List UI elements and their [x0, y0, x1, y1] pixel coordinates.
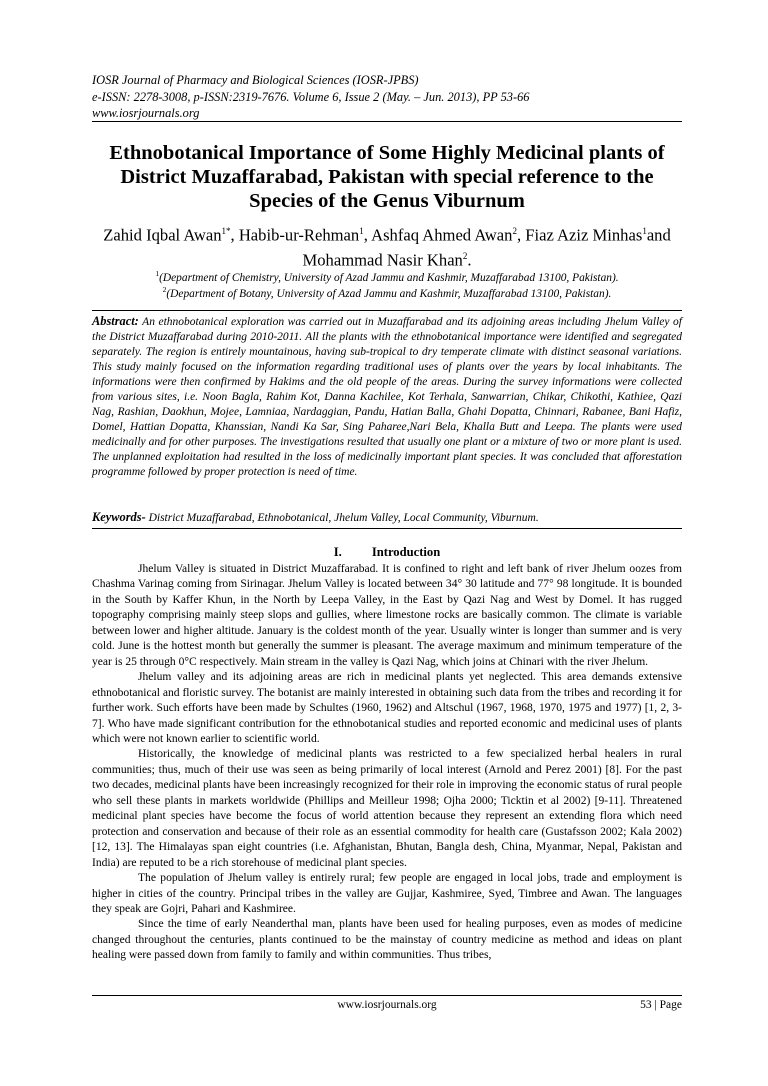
- section-number: I.: [333, 545, 342, 559]
- body-paragraph: The population of Jhelum valley is entirely rural; few people are engaged in local jobs, trade and employment is higher in cities of the country. Principal tribes in the valley are Gujjar, Kashmiree, Syed, Timbree and Awan. The languages they speak are Gojri, Pahari and Kashmiree.: [92, 872, 682, 915]
- author-affiliation-mark: 2: [512, 226, 517, 236]
- affiliation-text: (Department of Chemistry, University of Azad Jammu and Kashmir, Muzaffarabad 13100, Pakistan).: [159, 271, 619, 284]
- affiliation-mark: 2: [162, 285, 167, 294]
- keywords-text: District Muzaffarabad, Ethnobotanical, Jhelum Valley, Local Community, Viburnum.: [148, 512, 539, 524]
- author-name: , Habib-ur-Rehman: [230, 225, 360, 245]
- journal-name: IOSR Journal of Pharmacy and Biological Sciences (IOSR-JPBS): [92, 73, 419, 87]
- author-name: Zahid Iqbal Awan: [103, 225, 222, 245]
- paper-title: Ethnobotanical Importance of Some Highly Medicinal plants of District Muzaffarabad, Pakistan with special reference to the Species of the Genus Viburnum: [109, 142, 665, 212]
- keywords: [92, 510, 682, 526]
- section-title: Introduction: [371, 545, 441, 559]
- author-list: [92, 221, 682, 270]
- body-paragraph: Since the time of early Neanderthal man, plants have been used for healing purposes, even as modes of medicine changed throughout the centuries, plants continued to be the mainstay of country medicine as method and ideas on plant healing were passed down from family to family and within communities. Thus tribes,: [92, 918, 682, 962]
- author-list-end: .: [467, 250, 472, 270]
- abstract-divider-bottom: [92, 528, 682, 529]
- journal-website: www.iosrjournals.org: [92, 106, 200, 120]
- affiliation-text: (Department of Botany, University of Azad Jammu and Kashmir, Muzaffarabad 13100, Pakistan).: [166, 287, 612, 300]
- body-paragraph: Jhelum Valley is situated in District Muzaffarabad. It is confined to right and left bank of river Jhelum oozes from Chashma Varinag coming from Sirinagar. Jhelum Valley is located between 34° 30 latitude and 77° 98 longitude. It is bounded in the South by Kaffer Khun, in the North by Leepa Valley, in the East by Qazi Nag and West by Domel. It has rugged topography comprising mainly steep slops and gullies, where limestone rocks are basically common. The climate is variable between lower and higher altitude. January is the coldest month of the year. Usually winter is longer than summer and is very cold. June is the hottest month but generally the summer is pleasant. The average maximum and minimum temperature of the year is 25 through 0°C respectively. Main stream in the valley is Qazi Nag, which joins at Chinari with the river Jhelum.: [92, 563, 682, 668]
- author-name: , Fiaz Aziz Minhas: [516, 225, 643, 245]
- abstract-text: An ethnobotanical exploration was carried out in Muzaffarabad and its adjoining areas including Jhelum Valley of the District Muzaffarabad during 2010-2011. All the plants with the ethnobotanical importance were identified and segregated separately. The region is entirely mountainous, having sub-tropical to dry temperate climate with distinct seasonal variations. This study mainly focused on the information regarding traditional uses of plants over the years by local inhabitants. The informations were then confirmed by Hakims and the old people of the areas. During the survey informations were collected from various sites, i.e. Noon Bagla, Rahim Kot, Danna Kachilee, Kot Terhala, Sanwarrian, Chikar, Chikothi, Kathiee, Qazi Nag, Rashian, Daokhun, Mojee, Lamniaa, Nardaggian, Pandu, Hatian Balla, Ghahi Dopatta, Chinnari, Rabanee, Bani Hafiz, Domel, Hattian Dopatta, Khanssian, Nandi Ka Sar, Sing Paharee,Nari Bela, Khalla Butt and Leepa. The plants were used medicinally and for other purposes. The investigations resulted that usually one plant or a mixture of two or more plant is used. The unplanned exploitation had resulted in the loss of medicinally important plant species. It was concluded that afforestation programme followed by proper protection is need of time.: [92, 316, 682, 479]
- author-affiliation-mark: 1: [642, 226, 647, 236]
- author-name: , Ashfaq Ahmed Awan: [363, 225, 513, 245]
- page-number: 53 | Page: [640, 999, 682, 1011]
- body-text: [92, 562, 682, 964]
- author-affiliation-mark: 1*: [221, 226, 231, 236]
- author-name: and Mohammad Nasir Khan: [302, 225, 671, 270]
- author-affiliation-mark: 2: [462, 250, 468, 261]
- affiliation-mark: 1: [155, 269, 160, 278]
- journal-issn: e-ISSN: 2278-3008, p-ISSN:2319-7676. Volume 6, Issue 2 (May. – Jun. 2013), PP 53-66: [92, 89, 530, 104]
- section-heading: [92, 545, 682, 560]
- header-divider: [92, 121, 682, 122]
- abstract-label: Abstract:: [92, 314, 139, 328]
- affiliation-botany: [92, 283, 682, 301]
- body-paragraph: Historically, the knowledge of medicinal plants was restricted to a few specialized herbal healers in rural communities; thus, much of their use was seen as being primarily of local interest (Arnold and Perez 2001) [8]. For the past two decades, medicinal plants have been increasingly recognized for their role in improving the economic status of rural people who sell these plants in markets worldwide (Phillips and Meilleur 1998; Ojha 2000; Ticktin et al 2002) [9-11]. Threatened medicinal plant species have become the focus of world attention because they represent an extending flora which need protection and conservation and because of their role as an essential commodity for health care (Gustafsson 2002; Kala 2002) [12, 13]. The Himalayas span eight countries (i.e. Afghanistan, Bhutan, Bangla desh, China, Myanmar, Nepal, Pakistan and India) are reputed to be a rich storehouse of medicinal plant species.: [92, 748, 682, 869]
- footer-url: www.iosrjournals.org: [337, 999, 437, 1011]
- abstract-divider-top: [92, 310, 682, 311]
- author-affiliation-mark: 1: [359, 226, 364, 236]
- journal-header: [92, 72, 682, 122]
- abstract: [92, 314, 682, 481]
- footer-divider: [92, 995, 682, 996]
- keywords-label: Keywords-: [92, 510, 146, 524]
- body-paragraph: Jhelum valley and its adjoining areas are rich in medicinal plants yet neglected. This area demands extensive ethnobotanical and floristic survey. The botanist are mainly interested in obtaining such data from the tribes and recording it for further work. Such efforts have been made by Schultes (1960, 1962) and Altschul (1967, 1968, 1970, 1975 and 1977) [1, 2, 3-7]. Who have made significant contribution for the ethnobotanical studies and reported economic and medicinal uses of plants which were not known earlier to scientific world.: [92, 671, 682, 745]
